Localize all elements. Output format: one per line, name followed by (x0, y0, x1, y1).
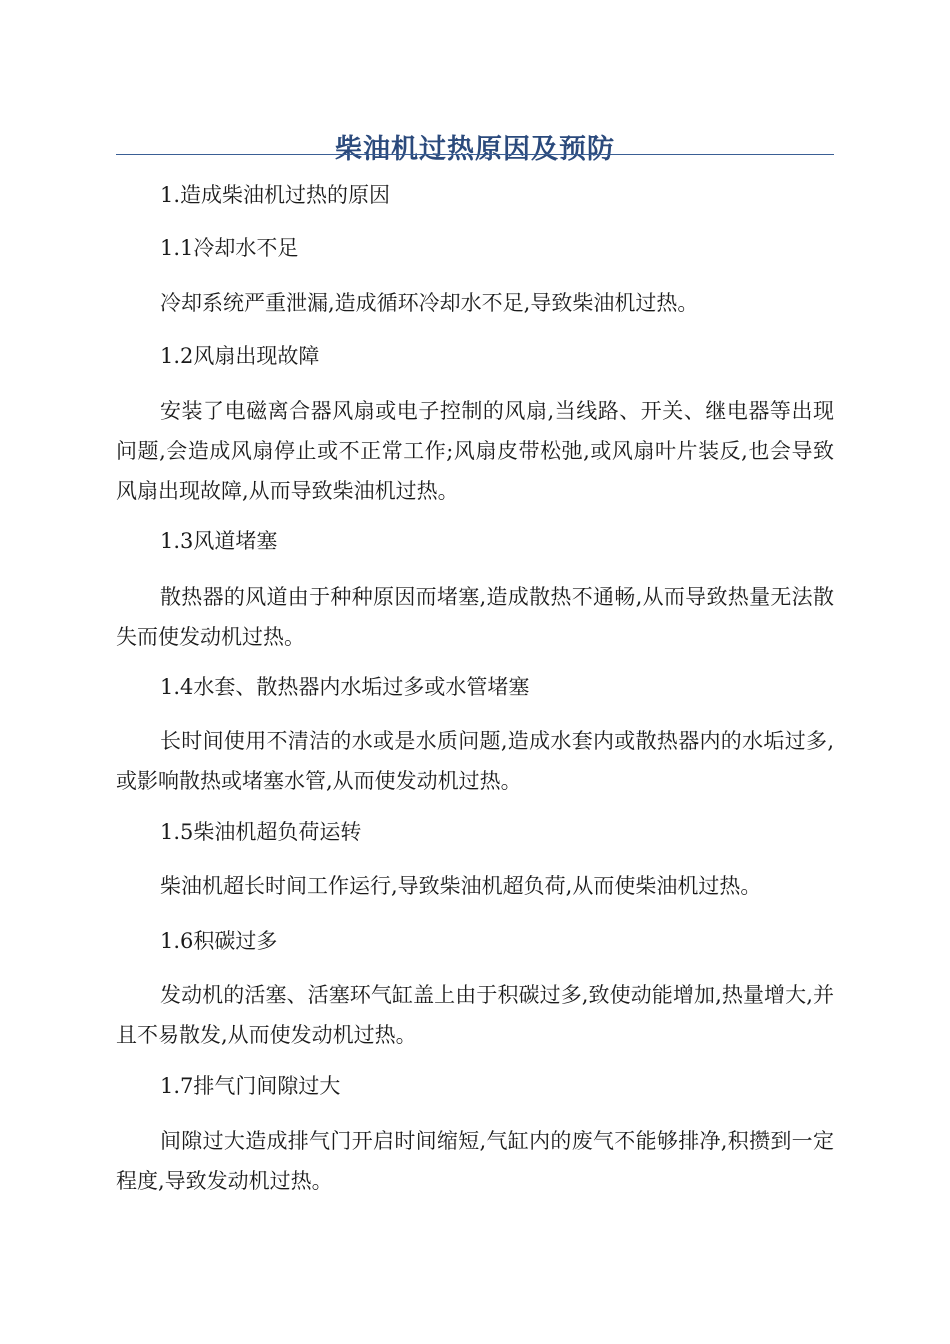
subsection-heading-1-2: 1.2风扇出现故障 (160, 344, 320, 368)
subsection-heading-1-5: 1.5柴油机超负荷运转 (160, 820, 362, 844)
paragraph-1-5: 柴油机超长时间工作运行,导致柴油机超负荷,从而使柴油机过热。 (160, 874, 762, 898)
title-underline (116, 154, 834, 155)
document-title: 柴油机过热原因及预防 (335, 134, 615, 166)
subsection-heading-1-6: 1.6积碳过多 (160, 929, 278, 953)
paragraph-1-3: 散热器的风道由于种种原因而堵塞,造成散热不通畅,从而导致热量无法散失而使发动机过热。 (116, 585, 834, 649)
subsection-heading-1-7: 1.7排气门间隙过大 (160, 1074, 341, 1098)
subsection-heading-1-4: 1.4水套、散热器内水垢过多或水管堵塞 (160, 675, 530, 699)
subsection-heading-1-3: 1.3风道堵塞 (160, 529, 278, 553)
paragraph-1-2: 安装了电磁离合器风扇或电子控制的风扇,当线路、开关、继电器等出现问题,会造成风扇停止或不正常工作;风扇皮带松弛,或风扇叶片装反,也会导致风扇出现故障,从而导致柴油机过热。 (116, 399, 834, 503)
subsection-heading-1-1: 1.1冷却水不足 (160, 236, 299, 260)
document-page (116, 0, 834, 1344)
section-heading-1: 1.造成柴油机过热的原因 (160, 183, 391, 207)
paragraph-1-7: 间隙过大造成排气门开启时间缩短,气缸内的废气不能够排净,积攒到一定程度,导致发动机过热。 (116, 1129, 834, 1193)
paragraph-1-4: 长时间使用不清洁的水或是水质问题,造成水套内或散热器内的水垢过多,或影响散热或堵塞水管,从而使发动机过热。 (116, 729, 834, 793)
paragraph-1-1: 冷却系统严重泄漏,造成循环冷却水不足,导致柴油机过热。 (160, 291, 699, 315)
paragraph-1-6: 发动机的活塞、活塞环气缸盖上由于积碳过多,致使动能增加,热量增大,并且不易散发,从而使发动机过热。 (116, 983, 834, 1047)
